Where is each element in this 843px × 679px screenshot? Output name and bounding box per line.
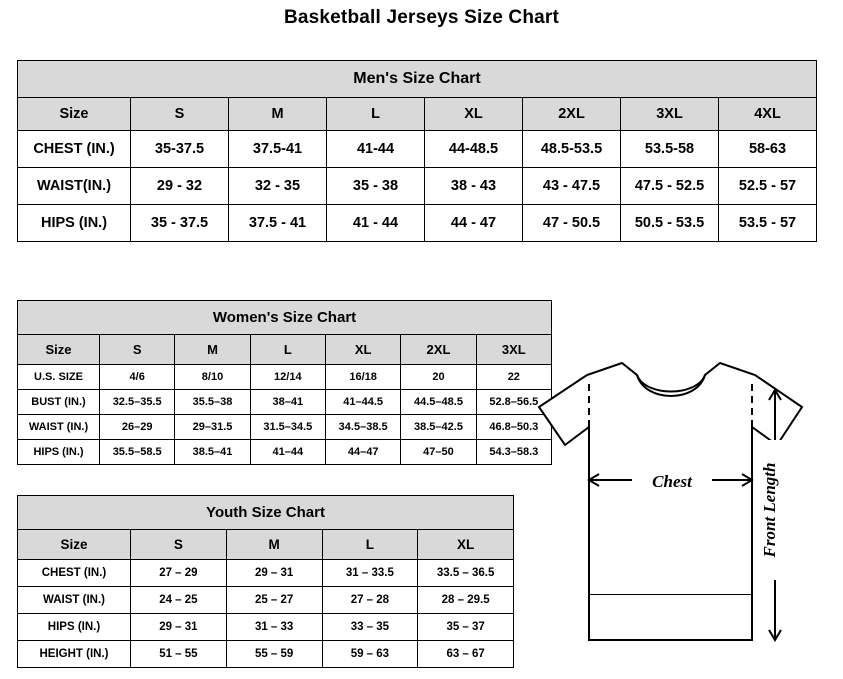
mens-cell: 53.5-58 (621, 131, 719, 168)
womens-header-cell: L (250, 335, 325, 365)
mens-cell: 47.5 - 52.5 (621, 168, 719, 205)
mens-header-cell: 4XL (719, 98, 817, 131)
womens-row-label: BUST (IN.) (18, 390, 100, 415)
mens-cell: 38 - 43 (425, 168, 523, 205)
mens-cell: 43 - 47.5 (523, 168, 621, 205)
jersey-lower-body (589, 595, 752, 640)
mens-cell: 41-44 (327, 131, 425, 168)
mens-row-label: HIPS (IN.) (18, 205, 131, 242)
table-row (18, 205, 817, 242)
mens-cell: 53.5 - 57 (719, 205, 817, 242)
table-row (18, 440, 552, 465)
womens-cell: 46.8–50.3 (476, 415, 551, 440)
mens-cell: 52.5 - 57 (719, 168, 817, 205)
youth-cell: 28 – 29.5 (418, 587, 514, 614)
table-row (18, 365, 552, 390)
youth-row-label: HIPS (IN.) (18, 614, 131, 641)
table-row (18, 587, 514, 614)
womens-cell: 26–29 (100, 415, 175, 440)
womens-row-label: WAIST (IN.) (18, 415, 100, 440)
youth-cell: 27 – 28 (322, 587, 418, 614)
mens-cell: 35-37.5 (131, 131, 229, 168)
womens-cell: 29–31.5 (175, 415, 250, 440)
youth-header-cell: Size (18, 530, 131, 560)
womens-cell: 47–50 (401, 440, 476, 465)
womens-cell: 4/6 (100, 365, 175, 390)
youth-header-row (18, 530, 514, 560)
mens-cell: 37.5 - 41 (229, 205, 327, 242)
womens-size-chart-table (17, 300, 552, 465)
youth-row-label: WAIST (IN.) (18, 587, 131, 614)
womens-header-cell: 3XL (476, 335, 551, 365)
youth-header-cell: L (322, 530, 418, 560)
womens-header-cell: S (100, 335, 175, 365)
mens-row-label: WAIST(IN.) (18, 168, 131, 205)
mens-cell: 58-63 (719, 131, 817, 168)
womens-chart-title-row (18, 301, 552, 335)
womens-cell: 12/14 (250, 365, 325, 390)
mens-header-cell: 3XL (621, 98, 719, 131)
mens-cell: 35 - 37.5 (131, 205, 229, 242)
youth-cell: 51 – 55 (131, 641, 227, 668)
mens-cell: 41 - 44 (327, 205, 425, 242)
womens-cell: 16/18 (325, 365, 400, 390)
womens-cell: 38–41 (250, 390, 325, 415)
youth-cell: 27 – 29 (131, 560, 227, 587)
mens-header-cell: Size (18, 98, 131, 131)
womens-cell: 35.5–38 (175, 390, 250, 415)
womens-cell: 34.5–38.5 (325, 415, 400, 440)
youth-chart-title: Youth Size Chart (18, 496, 514, 530)
youth-cell: 55 – 59 (226, 641, 322, 668)
womens-header-row (18, 335, 552, 365)
womens-cell: 35.5–58.5 (100, 440, 175, 465)
youth-cell: 33.5 – 36.5 (418, 560, 514, 587)
mens-cell: 32 - 35 (229, 168, 327, 205)
womens-cell: 22 (476, 365, 551, 390)
table-row (18, 560, 514, 587)
womens-cell: 31.5–34.5 (250, 415, 325, 440)
womens-cell: 52.8–56.5 (476, 390, 551, 415)
womens-cell: 38.5–42.5 (401, 415, 476, 440)
mens-row-label: CHEST (IN.) (18, 131, 131, 168)
womens-cell: 41–44.5 (325, 390, 400, 415)
womens-cell: 38.5–41 (175, 440, 250, 465)
mens-header-cell: 2XL (523, 98, 621, 131)
chest-label: Chest (652, 472, 692, 491)
mens-header-cell: S (131, 98, 229, 131)
mens-header-cell: L (327, 98, 425, 131)
mens-header-row (18, 98, 817, 131)
mens-cell: 29 - 32 (131, 168, 229, 205)
youth-cell: 63 – 67 (418, 641, 514, 668)
mens-header-cell: M (229, 98, 327, 131)
youth-cell: 33 – 35 (322, 614, 418, 641)
youth-size-chart-table (17, 495, 514, 668)
womens-cell: 32.5–35.5 (100, 390, 175, 415)
table-row (18, 131, 817, 168)
youth-row-label: CHEST (IN.) (18, 560, 131, 587)
mens-cell: 50.5 - 53.5 (621, 205, 719, 242)
youth-cell: 29 – 31 (226, 560, 322, 587)
youth-row-label: HEIGHT (IN.) (18, 641, 131, 668)
womens-row-label: U.S. SIZE (18, 365, 100, 390)
womens-row-label: HIPS (IN.) (18, 440, 100, 465)
mens-size-chart-table (17, 60, 817, 242)
table-row (18, 415, 552, 440)
table-row (18, 641, 514, 668)
youth-cell: 25 – 27 (226, 587, 322, 614)
mens-cell: 48.5-53.5 (523, 131, 621, 168)
jersey-measurement-diagram (527, 345, 837, 665)
womens-header-cell: 2XL (401, 335, 476, 365)
womens-cell: 8/10 (175, 365, 250, 390)
womens-cell: 20 (401, 365, 476, 390)
womens-chart-title: Women's Size Chart (18, 301, 552, 335)
table-row (18, 614, 514, 641)
youth-cell: 31 – 33 (226, 614, 322, 641)
mens-cell: 47 - 50.5 (523, 205, 621, 242)
youth-header-cell: M (226, 530, 322, 560)
table-row (18, 168, 817, 205)
youth-cell: 31 – 33.5 (322, 560, 418, 587)
womens-cell: 54.3–58.3 (476, 440, 551, 465)
table-row (18, 390, 552, 415)
womens-cell: 44.5–48.5 (401, 390, 476, 415)
youth-chart-title-row (18, 496, 514, 530)
youth-header-cell: XL (418, 530, 514, 560)
mens-cell: 44-48.5 (425, 131, 523, 168)
youth-cell: 35 – 37 (418, 614, 514, 641)
mens-header-cell: XL (425, 98, 523, 131)
youth-cell: 59 – 63 (322, 641, 418, 668)
youth-header-cell: S (131, 530, 227, 560)
page-title: Basketball Jerseys Size Chart (283, 7, 560, 28)
womens-header-cell: XL (325, 335, 400, 365)
mens-cell: 44 - 47 (425, 205, 523, 242)
womens-cell: 44–47 (325, 440, 400, 465)
womens-header-cell: Size (18, 335, 100, 365)
mens-cell: 37.5-41 (229, 131, 327, 168)
womens-cell: 41–44 (250, 440, 325, 465)
front-length-label: Front Length (760, 462, 779, 558)
mens-chart-title-row (18, 61, 817, 98)
mens-chart-title: Men's Size Chart (18, 61, 817, 98)
youth-cell: 29 – 31 (131, 614, 227, 641)
youth-cell: 24 – 25 (131, 587, 227, 614)
mens-cell: 35 - 38 (327, 168, 425, 205)
womens-header-cell: M (175, 335, 250, 365)
